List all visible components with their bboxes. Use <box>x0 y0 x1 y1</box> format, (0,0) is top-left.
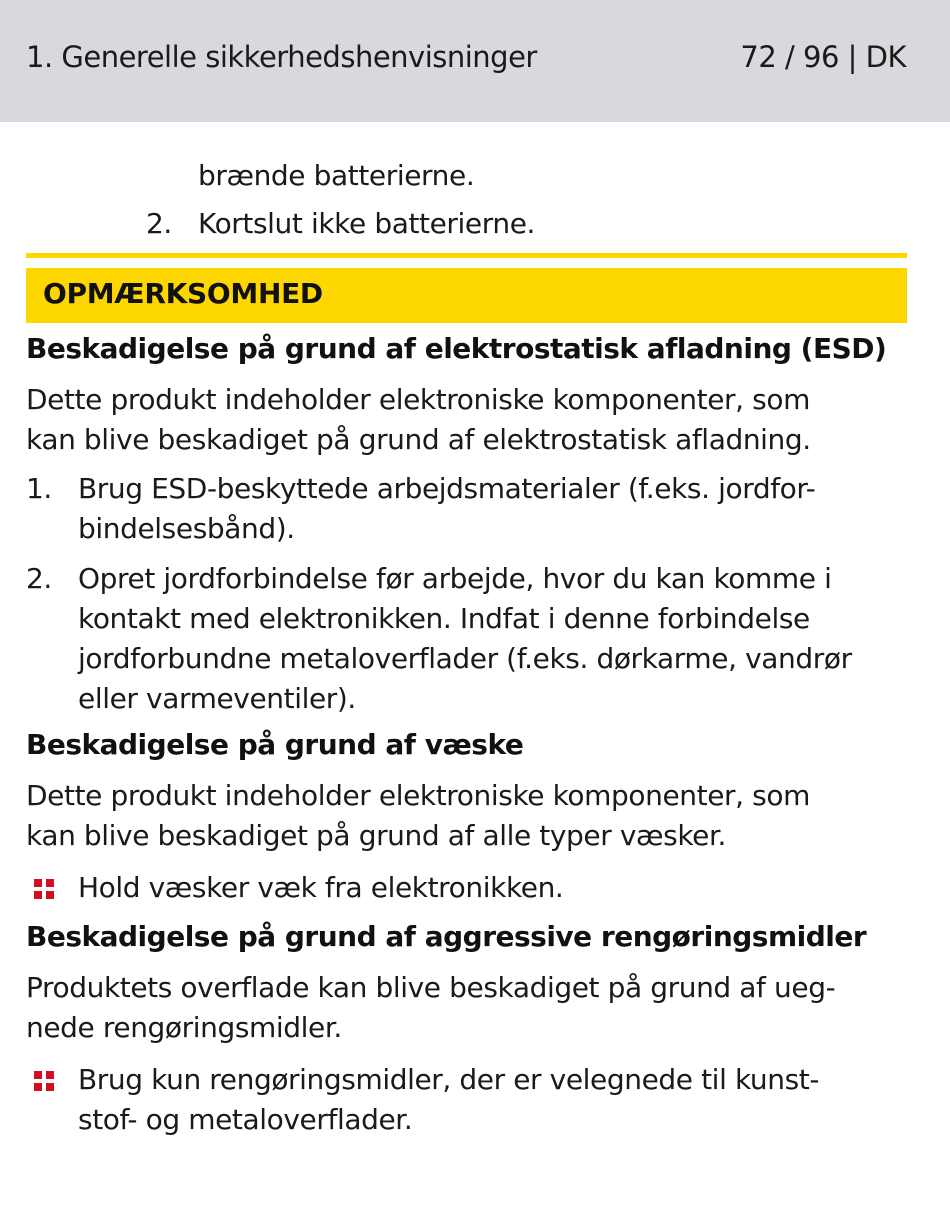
bullet-line: Hold væsker væk fra elektronikken. <box>78 871 564 904</box>
bullet-text <box>78 1060 908 1140</box>
notice-banner <box>26 268 907 323</box>
paragraph-line: Produktets overflade kan blive beskadiget på grund af ueg- <box>26 971 836 1004</box>
list-line: bindelsesbånd). <box>78 512 295 545</box>
list-number: 2. <box>26 562 52 595</box>
list-line: eller varmeventiler). <box>78 682 356 715</box>
cleaning-paragraph <box>26 968 906 1048</box>
list-line: jordforbundne metaloverflader (f.eks. dørkarme, vandrør <box>78 642 852 675</box>
list-item-text <box>78 559 908 719</box>
liquid-heading: Beskadigelse på grund af væske <box>26 728 524 761</box>
list-line: kontakt med elektronikken. Indfat i denne forbindelse <box>78 602 810 635</box>
list-line: Brug ESD-beskyttede arbejdsmaterialer (f.eks. jordfor- <box>78 472 816 505</box>
list-item-text <box>78 469 908 549</box>
notice-label: OPMÆRKSOMHED <box>43 277 323 310</box>
list-number: 2. <box>146 207 172 240</box>
paragraph-line: Dette produkt indeholder elektroniske komponenter, som <box>26 779 810 812</box>
liquid-paragraph <box>26 776 906 856</box>
page-indicator: 72 / 96 | DK <box>740 40 906 74</box>
bullet-line: Brug kun rengøringsmidler, der er velegnede til kunst- <box>78 1063 820 1096</box>
list-item-text: Kortslut ikke batterierne. <box>198 207 536 240</box>
continuation-text: brænde batterierne. <box>198 159 475 192</box>
bullet-line: stof- og metaloverflader. <box>78 1103 413 1136</box>
notice-divider <box>26 253 907 258</box>
cleaning-heading: Beskadigelse på grund af aggressive rengøringsmidler <box>26 920 867 953</box>
page-header <box>0 0 950 122</box>
paragraph-line: nede rengøringsmidler. <box>26 1011 342 1044</box>
section-title: 1. Generelle sikkerhedshenvisninger <box>26 40 537 74</box>
esd-heading: Beskadigelse på grund af elektrostatisk afladning (ESD) <box>26 332 887 365</box>
paragraph-line: kan blive beskadiget på grund af alle typer væsker. <box>26 819 726 852</box>
bullet-text <box>78 868 908 908</box>
paragraph-line: Dette produkt indeholder elektroniske komponenter, som <box>26 383 810 416</box>
list-line: Opret jordforbindelse før arbejde, hvor du kan komme i <box>78 562 832 595</box>
esd-paragraph <box>26 380 906 460</box>
bullet-icon <box>34 1071 54 1091</box>
list-number: 1. <box>26 472 52 505</box>
paragraph-line: kan blive beskadiget på grund af elektrostatisk afladning. <box>26 423 811 456</box>
bullet-icon <box>34 879 54 899</box>
